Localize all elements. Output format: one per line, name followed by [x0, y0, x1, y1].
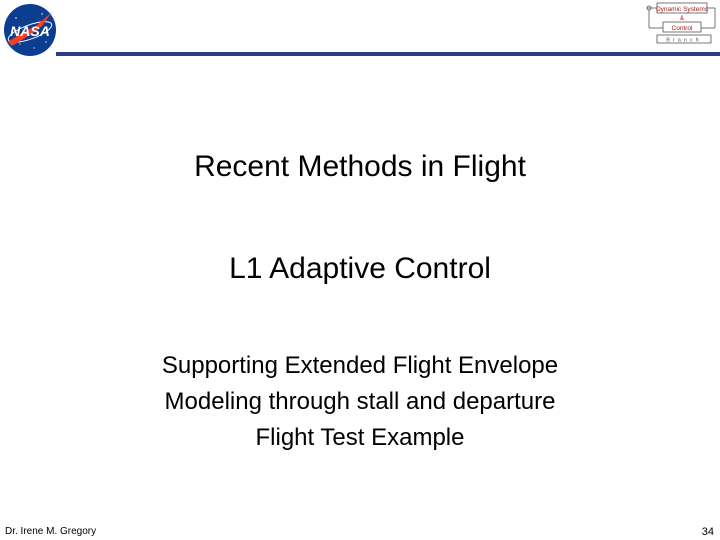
branch-logo-line4: Branch	[666, 37, 702, 44]
branch-logo-icon	[645, 2, 717, 44]
slide-item: Supporting Extended Flight Envelope	[161, 352, 559, 379]
slide-title: Recent Methods in Flight	[194, 150, 526, 183]
slide-item: Modeling through stall and departure	[164, 388, 556, 415]
slide-items	[0, 348, 720, 456]
nasa-logo-text: NASA	[10, 23, 50, 39]
slide-item: Flight Test Example	[255, 424, 465, 451]
header-rule	[56, 52, 720, 56]
footer-author: Dr. Irene M. Gregory	[5, 526, 97, 537]
branch-logo-line2: &	[679, 16, 685, 22]
branch-logo-line3: Control	[671, 25, 693, 32]
page-number: 34	[701, 526, 714, 538]
branch-logo-line1: Dynamic Systems	[655, 6, 709, 13]
nasa-logo-icon	[2, 2, 58, 58]
slide-subtitle: L1 Adaptive Control	[229, 252, 491, 285]
